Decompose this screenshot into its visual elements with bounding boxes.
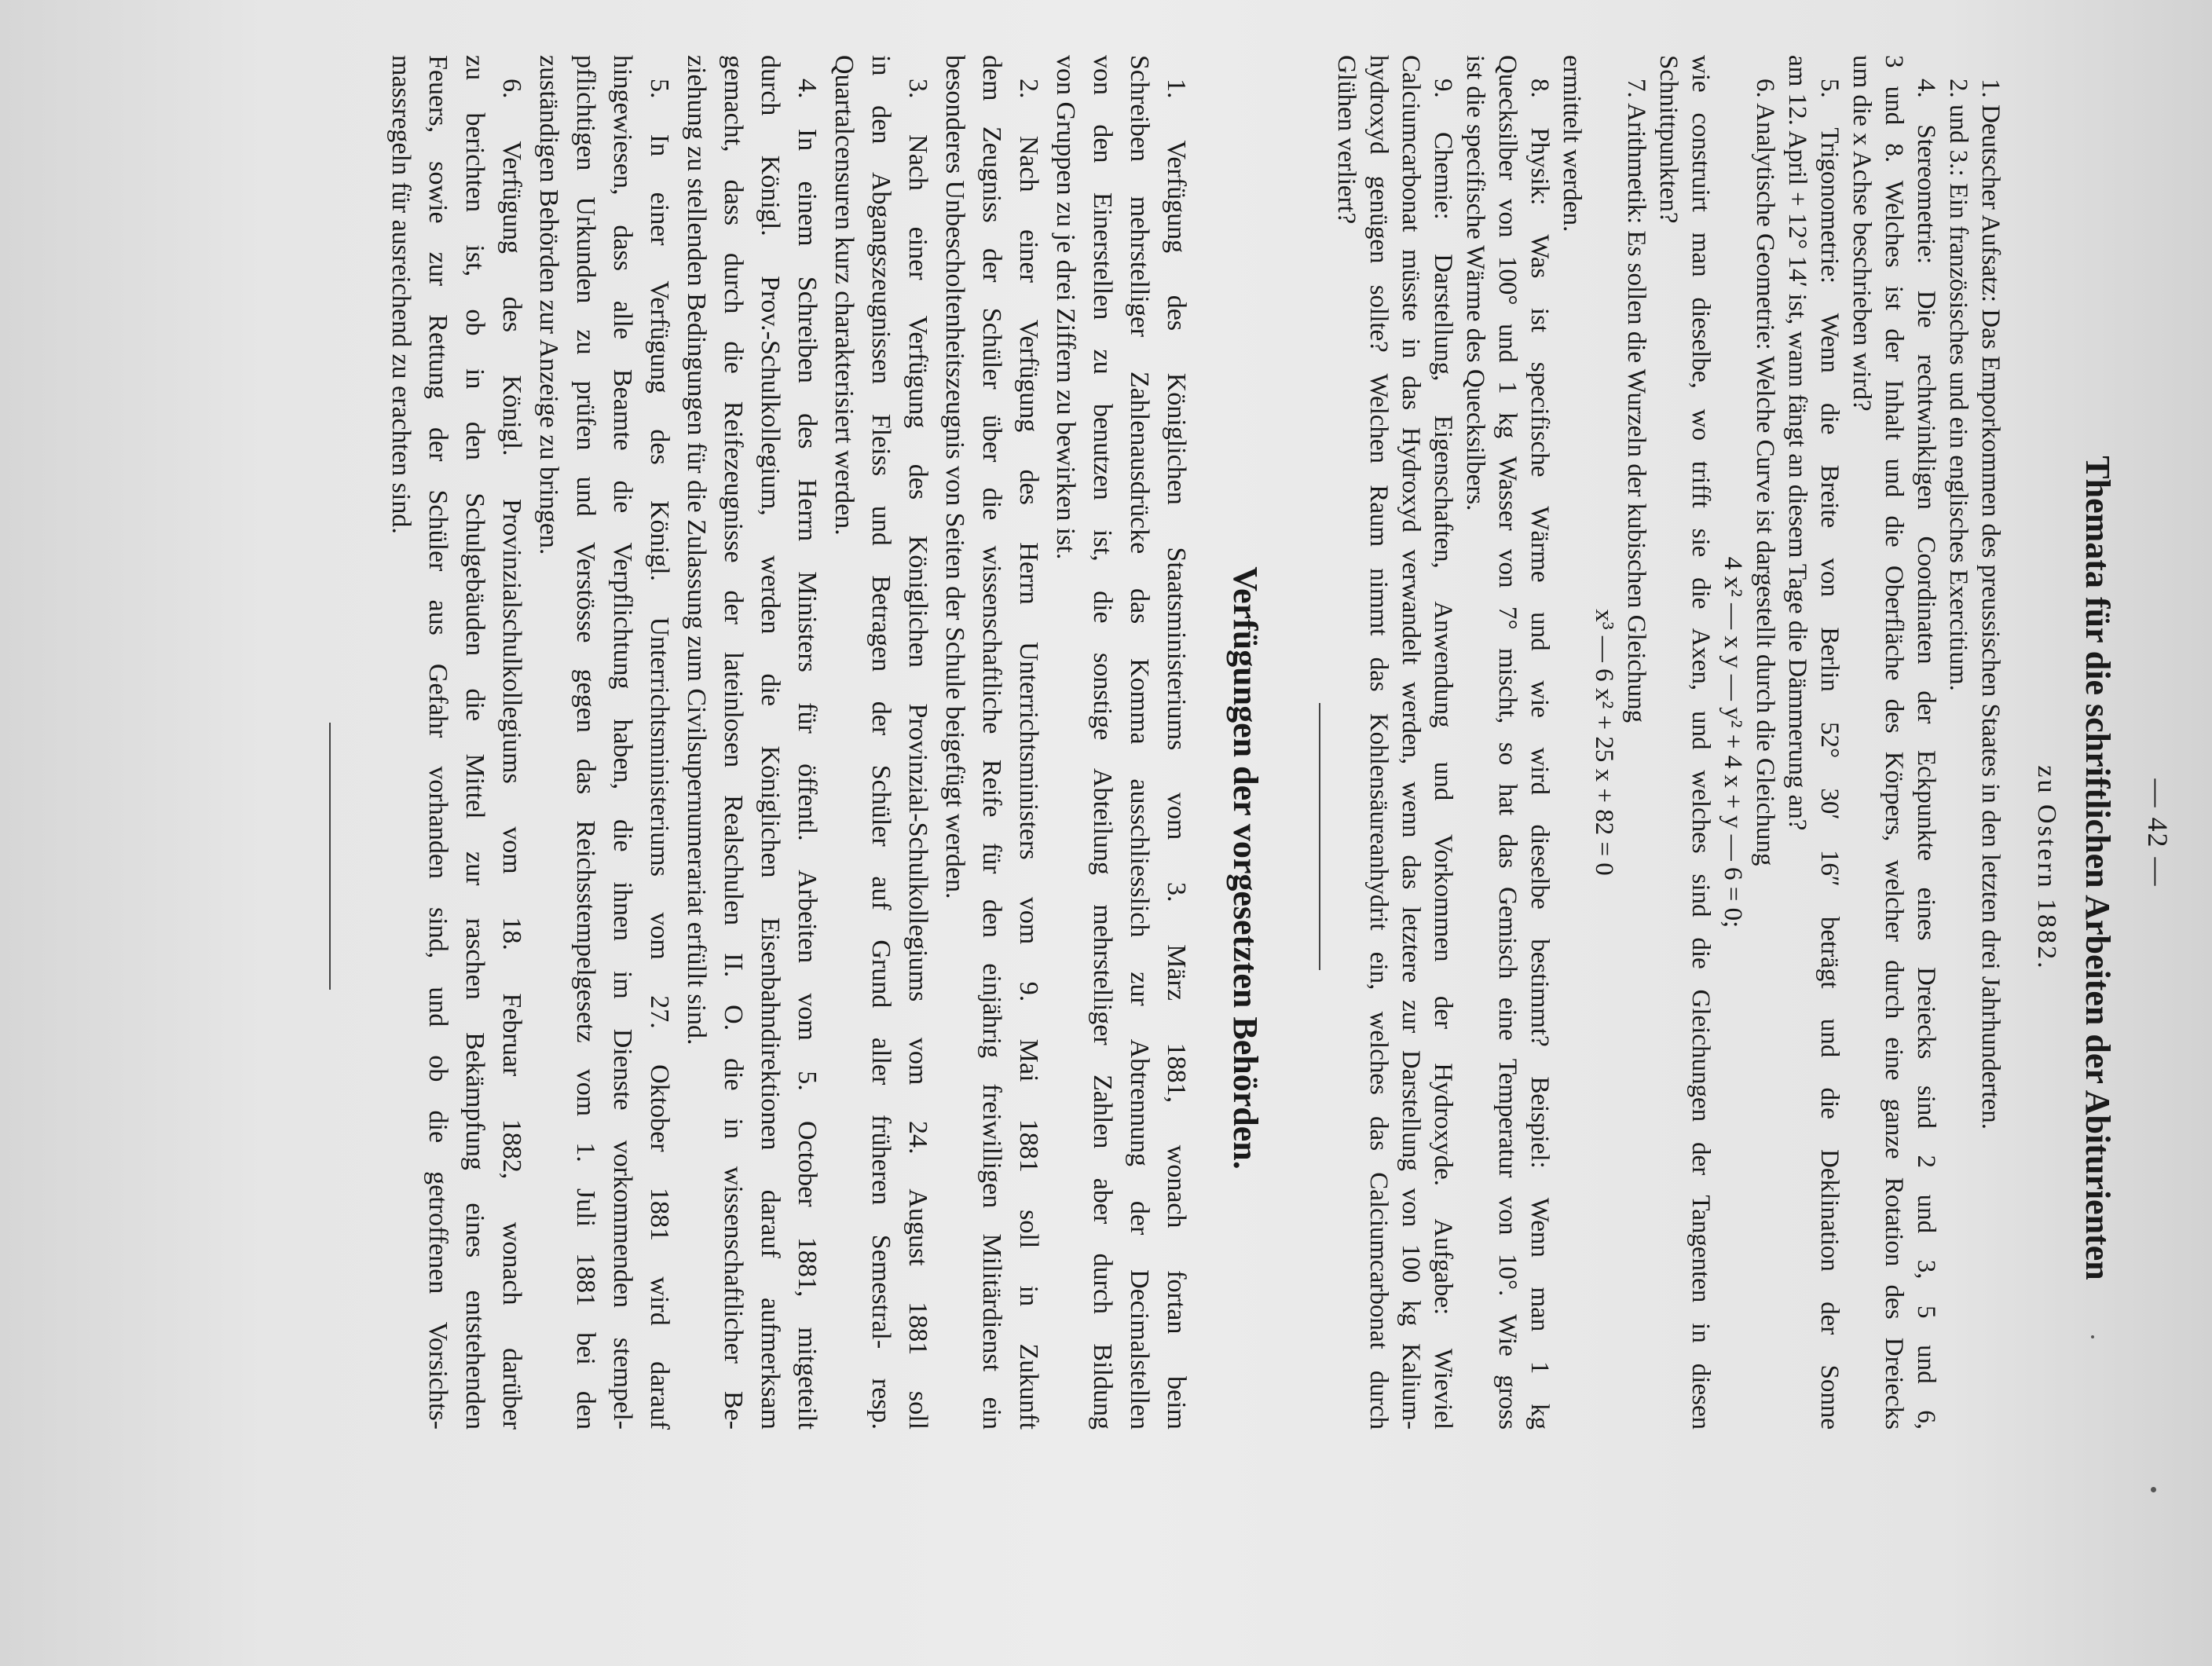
verfuegungen-heading: Verfügungen der vorgesetzten Behörden. xyxy=(1226,566,1265,1170)
thema-line: Quecksilber von 100° und 1 kg Wasser von 7° mischt, so hat das Gemisch eine Temperatur von 10°. Wie gross xyxy=(1493,55,1522,1430)
verfuegung-line: von den Einerstellen zu benutzen ist, die sonstige Abteilung mehrstelliger Zahlen aber durch Bildung xyxy=(1088,55,1117,1430)
page-number: — 42 — xyxy=(2142,778,2174,888)
separator-rule xyxy=(1319,703,1320,970)
verfuegung-line: 3. Nach einer Verfügung des Königlichen Provinzial-Schulkollegiums vom 24. August 1881 soll xyxy=(903,79,932,1430)
thema-line: ist die specifische Wärme des Quecksilbers. xyxy=(1461,55,1489,511)
verfuegung-line: besonderes Unbescholtenheitszeugnis von Seiten der Schule beigefügt werden. xyxy=(940,55,969,899)
thema-list xyxy=(1330,55,2006,1430)
thema-subheading: zu Ostern 1882. xyxy=(2032,765,2061,971)
thema-line: 5. Trigonometrie: Wenn die Breite von Berlin 52° 30′ 16″ beträgt und die Deklination der Sonne xyxy=(1815,79,1844,1430)
verfuegung-line: von Gruppen zu je drei Ziffern zu bewirken ist. xyxy=(1051,55,1080,560)
verfuegung-line: 2. Nach einer Verfügung des Herrn Unterrichtsministers vom 9. Mai 1881 soll in Zukunft xyxy=(1014,79,1043,1430)
thema-line: 9. Chemie: Darstellung, Eigenschaften, Anwendung und Vorkommen der Hydroxyde. Aufgabe: Wieviel xyxy=(1429,79,1457,1430)
verfuegung-line: durch Königl. Prov.-Schulkollegium, werden die Königlichen Eisenbahndirektionen darauf aufmerksam xyxy=(756,55,785,1430)
verfuegung-line: ziehung zu stellenden Bedingungen für die Zulassung zum Civilsupernumerariat erfüllt sind. xyxy=(682,55,711,1045)
thema-line: 2. und 3.: Ein französisches und ein englisches Exercitium. xyxy=(1944,79,1972,691)
verfuegung-line: hingewiesen, dass alle Beamte die Verpflichtung haben, die ihnen im Dienste vorkommenden stempel- xyxy=(608,55,637,1430)
verfuegung-line: Quartalcensuren kurz charakterisiert werden. xyxy=(830,55,859,536)
verfuegung-line: Feuers, sowie zur Rettung der Schüler aus Gefahr vorhanden sind, und ob die getroffenen Vorsichts- xyxy=(423,55,452,1430)
thema-line: 4. Stereometrie: Die rechtwinkligen Coordinaten der Eckpunkte eines Dreiecks sind 2 und 3, 5 und 6, xyxy=(1912,79,1940,1430)
thema-line: ermittelt werden. xyxy=(1558,55,1586,233)
thema-line: 6. Analytische Geometrie: Welche Curve ist dargestellt durch die Gleichung xyxy=(1751,79,1779,866)
verfuegung-line: in den Abgangszeugnissen Fleiss und Betragen der Schüler auf Grund aller früheren Semestral- resp. xyxy=(866,55,895,1430)
equation-cubic: x³ — 6 x² + 25 x + 82 = 0 xyxy=(1590,609,1618,876)
verfuegung-line: zu berichten ist, ob in den Schulgebäuden die Mittel zur raschen Bekämpfung eines entstehenden xyxy=(460,55,489,1430)
separator-rule xyxy=(329,723,331,990)
thema-line: 3 und 8. Welches ist der Inhalt und die Oberfläche des Körpers, welcher durch eine ganze Rotation des Dreiecks xyxy=(1880,55,1908,1430)
verfuegung-line: 6. Verfügung des Königl. Provinzialschulkollegiums vom 18. Februar 1882, wonach darüber xyxy=(497,79,526,1430)
verfuegungen-list xyxy=(383,55,1195,1430)
thema-line: 8. Physik: Was ist specifische Wärme und wie wird dieselbe bestimmt? Beispiel: Wenn man 1 kg xyxy=(1525,79,1554,1430)
verfuegung-line: dem Zeugniss der Schüler über die wissenschaftliche Reife für den einjährig freiwilligen Militärdienst ein xyxy=(977,55,1006,1430)
thema-line: 7. Arithmetik: Es sollen die Wurzeln der kubischen Gleichung xyxy=(1622,79,1650,723)
verfuegung-line: zuständigen Behörden zur Anzeige zu bringen. xyxy=(534,55,563,555)
thema-line: Glühen verliert? xyxy=(1332,55,1361,225)
thema-line: um die x Achse beschrieben wird? xyxy=(1848,55,1876,412)
thema-line: wie construirt man dieselbe, wo trifft sie die Axen, und welches sind die Gleichungen der Tangenten in diesen xyxy=(1686,55,1715,1430)
verfuegung-line: gemacht, dass durch die Reifezeugnisse der lateinlosen Realschulen II. O. die in wissenschaftlicher Be- xyxy=(719,55,748,1430)
verfuegung-line: 4. In einem Schreiben des Herrn Ministers für öffentl. Arbeiten vom 5. October 1881, mitgeteilt xyxy=(793,79,822,1430)
verfuegung-line: Schreiben mehrstelliger Zahlenausdrücke das Komma ausschliesslich zur Abtrennung der Decimalstellen xyxy=(1125,55,1154,1430)
thema-line: hydroxyd genügen sollte? Welchen Raum nimmt das Kohlensäureanhydrit ein, welches das Calciumcarbonat durch xyxy=(1364,55,1393,1430)
thema-line: Calciumcarbonat müsste in das Hydroxyd verwandelt werden, wenn das letztere zur Darstellung von 100 kg Kalium- xyxy=(1397,55,1425,1430)
verfuegung-line: pflichtigen Urkunden zu prüfen und Verstösse gegen das Reichsstempelgesetz vom 1. Juli 1881 bei den xyxy=(571,55,600,1430)
equation-curve: 4 x² — x y — y² + 4 x + y — 6 = 0; xyxy=(1719,556,1747,928)
thema-heading: Themata für die schriftlichen Arbeiten der Abiturienten xyxy=(2078,456,2117,1280)
verfuegung-line: massregeln für ausreichend zu erachten sind. xyxy=(386,55,416,534)
thema-line: 1. Deutscher Aufsatz: Das Emporkommen des preussischen Staates in den letzten drei Jahrhunderten. xyxy=(1976,79,2005,1130)
verfuegung-line: 5. In einer Verfügung des Königl. Unterrichtsministeriums vom 27. Oktober 1881 wird darauf xyxy=(645,79,674,1430)
thema-line: Schnittpunkten? xyxy=(1654,55,1683,224)
thema-line: am 12. April + 12° 14′ ist, wann fängt an diesem Tage die Dämmerung an? xyxy=(1783,55,1811,831)
verfuegung-line: 1. Verfügung des Königlichen Staatsministeriums vom 3. März 1881, wonach fortan beim xyxy=(1162,79,1191,1430)
